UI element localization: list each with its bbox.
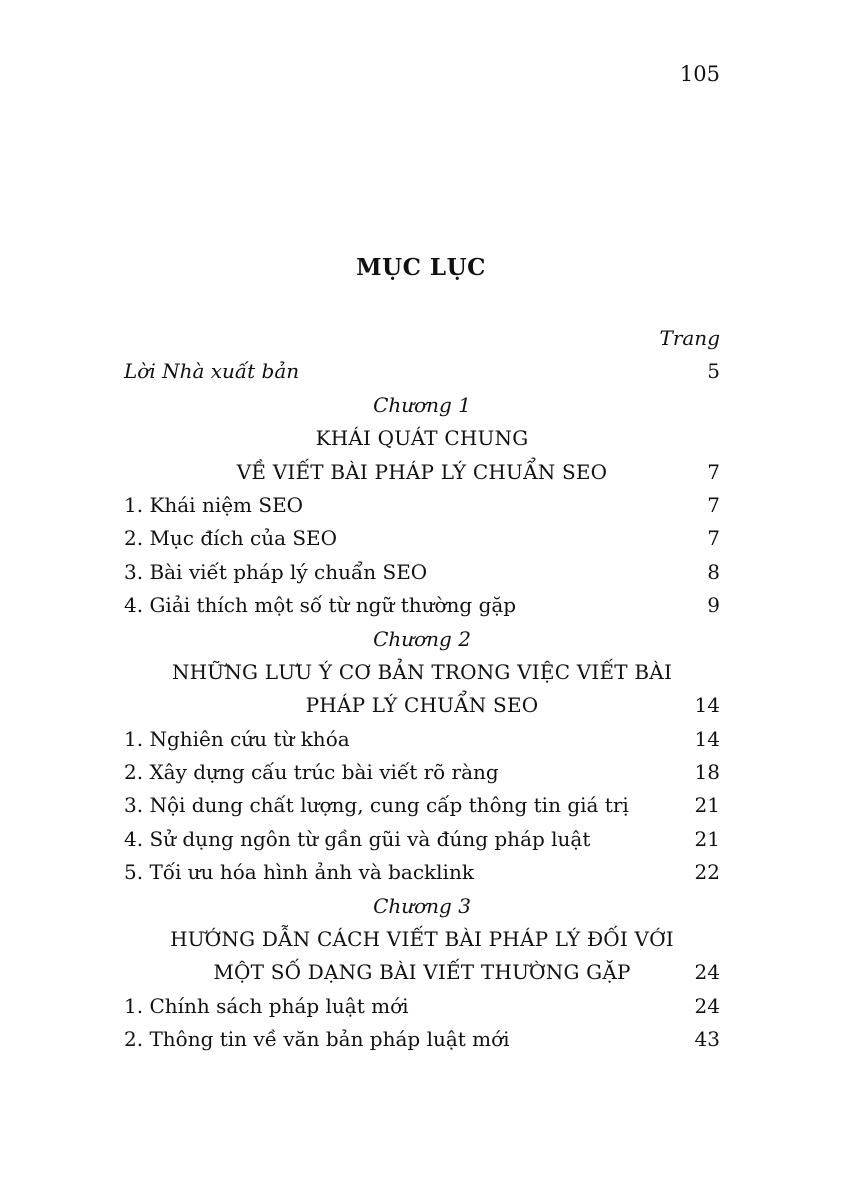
toc-entry xyxy=(124,723,720,756)
toc-entry-label: 2. Xây dựng cấu trúc bài viết rõ ràng xyxy=(124,760,499,785)
toc-entry-page: 7 xyxy=(707,526,720,551)
chapter-3-heading: Chương 3 xyxy=(373,893,471,918)
toc-entry xyxy=(124,856,720,889)
chapter-2-heading: Chương 2 xyxy=(373,626,471,651)
toc-entry-page: 21 xyxy=(694,826,720,851)
toc-entry xyxy=(124,990,720,1023)
toc-entry-preface xyxy=(124,355,720,388)
toc-entry-label: 5. Tối ưu hóa hình ảnh và backlink xyxy=(124,860,474,885)
chapter-1-title-line-2: VỀ VIẾT BÀI PHÁP LÝ CHUẨN SEO 7 xyxy=(124,456,720,489)
toc-entry xyxy=(124,823,720,856)
toc-entry-page: 7 xyxy=(707,492,720,517)
chapter-3-title-line-1: HƯỚNG DẪN CÁCH VIẾT BÀI PHÁP LÝ ĐỐI VỚI xyxy=(170,927,674,952)
toc-entry xyxy=(124,556,720,589)
page-number: 105 xyxy=(679,62,720,86)
page-column-header: Trang xyxy=(659,326,720,350)
table-of-contents xyxy=(124,322,720,1057)
toc-entry-page: 43 xyxy=(694,1027,720,1052)
chapter-2-page: 14 xyxy=(694,693,720,718)
toc-entry xyxy=(124,589,720,622)
toc-entry-page: 8 xyxy=(707,559,720,584)
toc-entry-label: 1. Nghiên cứu từ khóa xyxy=(124,726,350,751)
toc-entry xyxy=(124,756,720,789)
toc-entry-page: 18 xyxy=(694,760,720,785)
toc-entry-page: 22 xyxy=(694,860,720,885)
toc-entry xyxy=(124,522,720,555)
toc-entry-label: 4. Sử dụng ngôn từ gần gũi và đúng pháp luật xyxy=(124,826,591,851)
toc-entry xyxy=(124,1023,720,1056)
page-title: MỤC LỤC xyxy=(356,254,486,281)
toc-entry-page: 24 xyxy=(694,993,720,1018)
chapter-3-page: 24 xyxy=(694,960,720,985)
chapter-2-title-line-2: PHÁP LÝ CHUẨN SEO 14 xyxy=(124,689,720,722)
toc-entry xyxy=(124,489,720,522)
toc-entry-page: 5 xyxy=(707,359,720,384)
chapter-1-heading: Chương 1 xyxy=(373,392,471,417)
toc-entry-page: 14 xyxy=(694,726,720,751)
toc-entry-label: 3. Bài viết pháp lý chuẩn SEO xyxy=(124,559,428,584)
toc-entry-page: 21 xyxy=(694,793,720,818)
chapter-1-title-line-1: KHÁI QUÁT CHUNG xyxy=(315,426,529,451)
toc-entry xyxy=(124,789,720,822)
toc-entry-label: 1. Khái niệm SEO xyxy=(124,492,304,517)
toc-entry-label: 3. Nội dung chất lượng, cung cấp thông tin giá trị xyxy=(124,793,629,818)
toc-entry-page: 9 xyxy=(707,593,720,618)
toc-entry-label: Lời Nhà xuất bản xyxy=(124,359,300,384)
toc-entry-label: 4. Giải thích một số từ ngữ thường gặp xyxy=(124,593,517,618)
toc-entry-label: 1. Chính sách pháp luật mới xyxy=(124,993,409,1018)
chapter-2-title-line-1: NHỮNG LƯU Ý CƠ BẢN TRONG VIỆC VIẾT BÀI xyxy=(171,659,673,684)
toc-entry-label: 2. Mục đích của SEO xyxy=(124,526,338,551)
chapter-1-page: 7 xyxy=(707,459,720,484)
chapter-3-title-line-2: MỘT SỐ DẠNG BÀI VIẾT THƯỜNG GẶP 24 xyxy=(124,956,720,989)
toc-entry-label: 2. Thông tin về văn bản pháp luật mới xyxy=(124,1027,510,1052)
